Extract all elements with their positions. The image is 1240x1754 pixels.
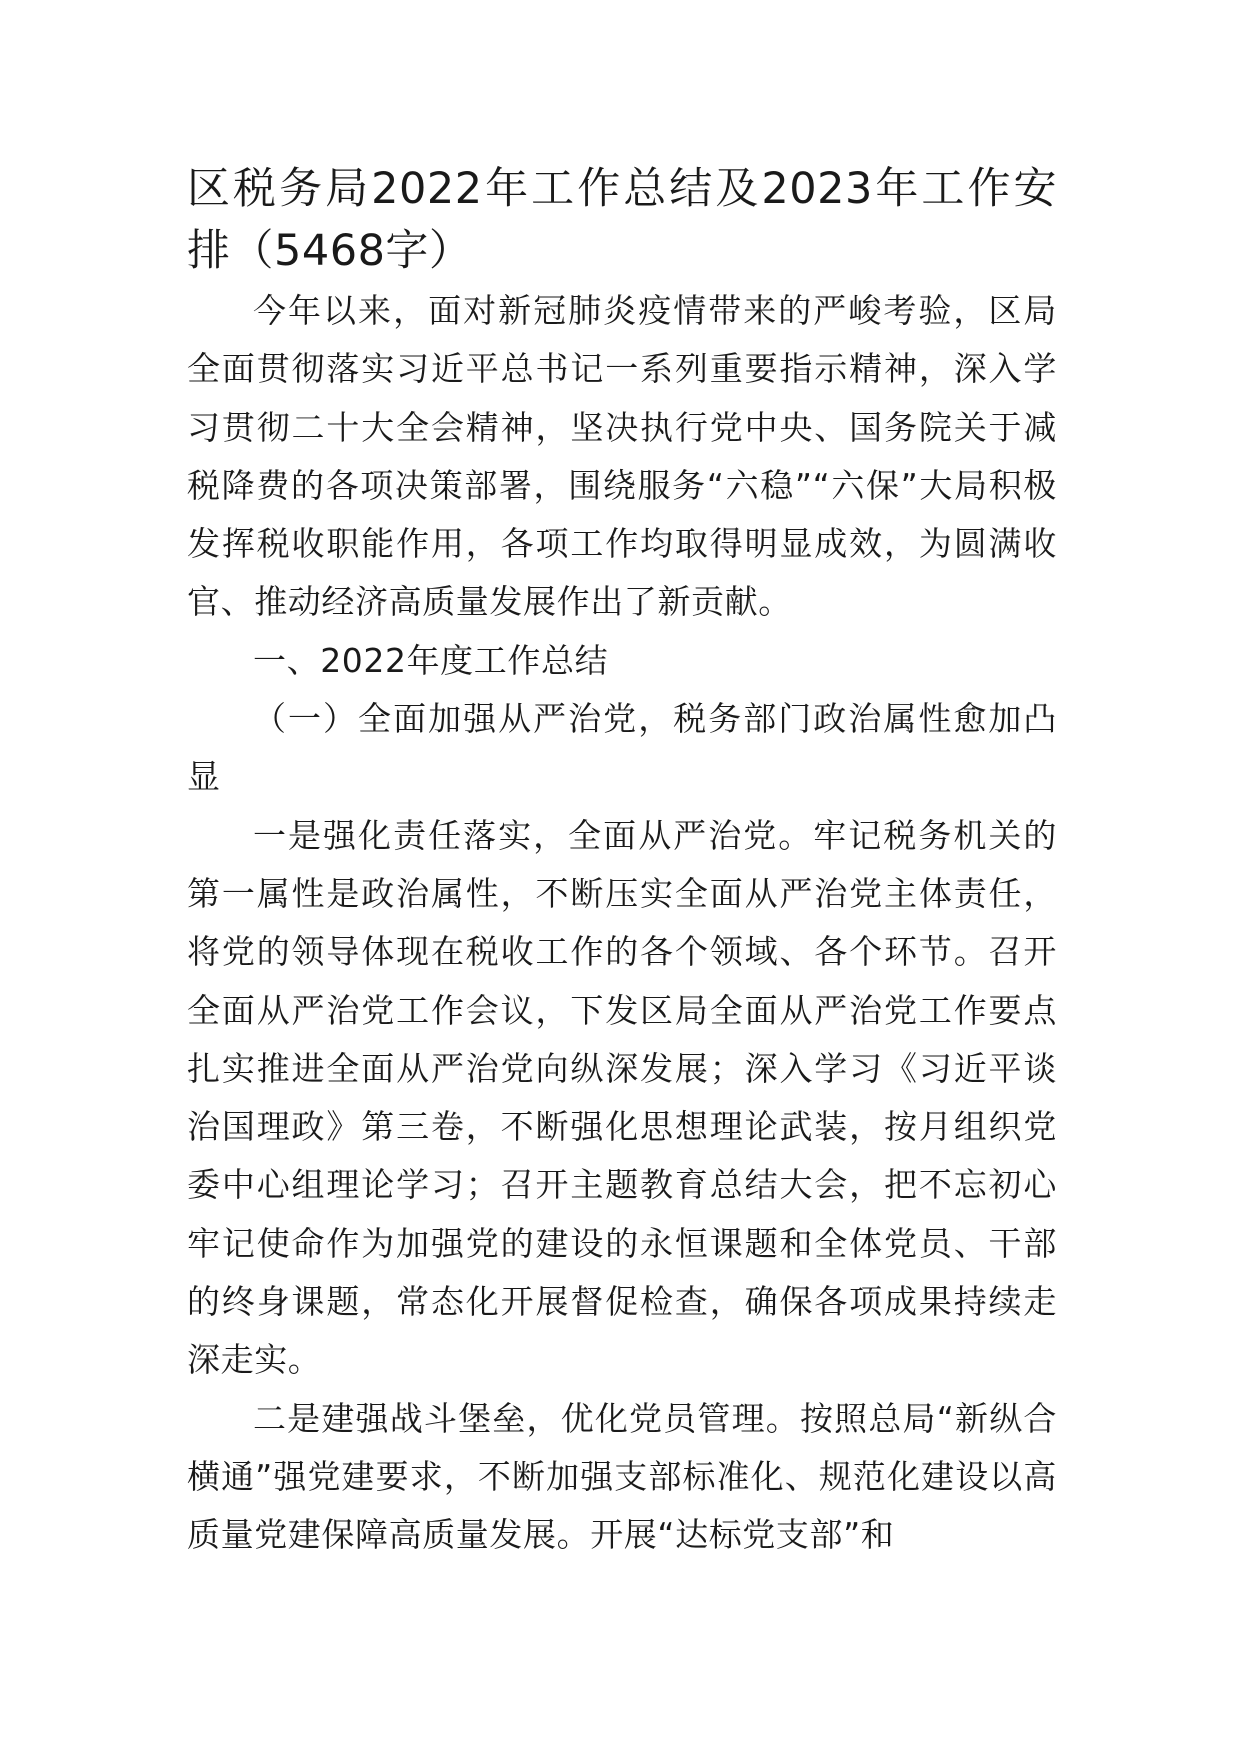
- intro-paragraph: 今年以来，面对新冠肺炎疫情带来的严峻考验，区局全面贯彻落实习近平总书记一系列重要指示精神，深入学习贯彻二十大全会精神，坚决执行党中央、国务院关于减税降费的各项决策部署，围绕服务“六稳”“六保”大局积极发挥税收职能作用，各项工作均取得明显成效，为圆满收官、推动经济高质量发展作出了新贡献。: [187, 291, 1057, 622]
- document-title: 区税务局2022年工作总结及2023年工作安排（5468字）: [187, 164, 1057, 276]
- body-paragraph-1: 一是强化责任落实，全面从严治党。牢记税务机关的第一属性是政治属性，不断压实全面从严治党主体责任，将党的领导体现在税收工作的各个领域、各个环节。召开全面从严治党工作会议，下发区局全面从严治党工作要点扎实推进全面从严治党向纵深发展；深入学习《习近平谈治国理政》第三卷，不断强化思想理论武装，按月组织党委中心组理论学习；召开主题教育总结大会，把不忘初心牢记使命作为加强党的建设的永恒课题和全体党员、干部的终身课题，常态化开展督促检查，确保各项成果持续走深走实。: [187, 815, 1057, 1380]
- body-paragraph-2: 二是建强战斗堡垒，优化党员管理。按照总局“新纵合横通”强党建要求，不断加强支部标准化、规范化建设以高质量党建保障高质量发展。开展“达标党支部”和: [187, 1398, 1057, 1555]
- section-heading: 一、2022年度工作总结: [253, 640, 609, 680]
- document-body: [187, 158, 1057, 1565]
- subsection-heading: （一）全面加强从严治党，税务部门政治属性愈加凸显: [187, 699, 1057, 797]
